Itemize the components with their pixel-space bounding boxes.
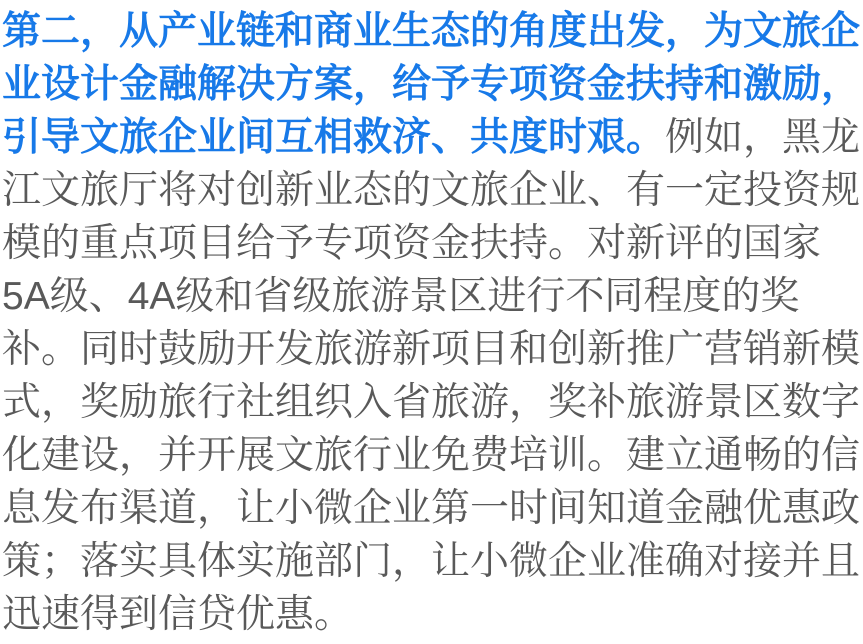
paragraph [2,5,863,641]
highlighted-lead-sentence: 第二，从产业链和商业生态的角度出发，为文旅企业设计金融解决方案，给予专项资金扶持和激励，引导文旅企业间互相救济、共度时艰。 [2,10,861,159]
body-sentence: 例如，黑龙江文旅厅将对创新业态的文旅企业、有一定投资规模的重点项目给予专项资金扶持。对新评的国家5A级、4A级和省级旅游景区进行不同程度的奖补。同时鼓励开发旅游新项目和创新推广营销新模式，奖励旅行社组织入省旅游，奖补旅游景区数字化建设，并开展文旅行业免费培训。建立通畅的信息发布渠道，让小微企业第一时间知道金融优惠政策；落实具体实施部门，让小微企业准确对接并且迅速得到信贷优惠。 [2,116,861,636]
